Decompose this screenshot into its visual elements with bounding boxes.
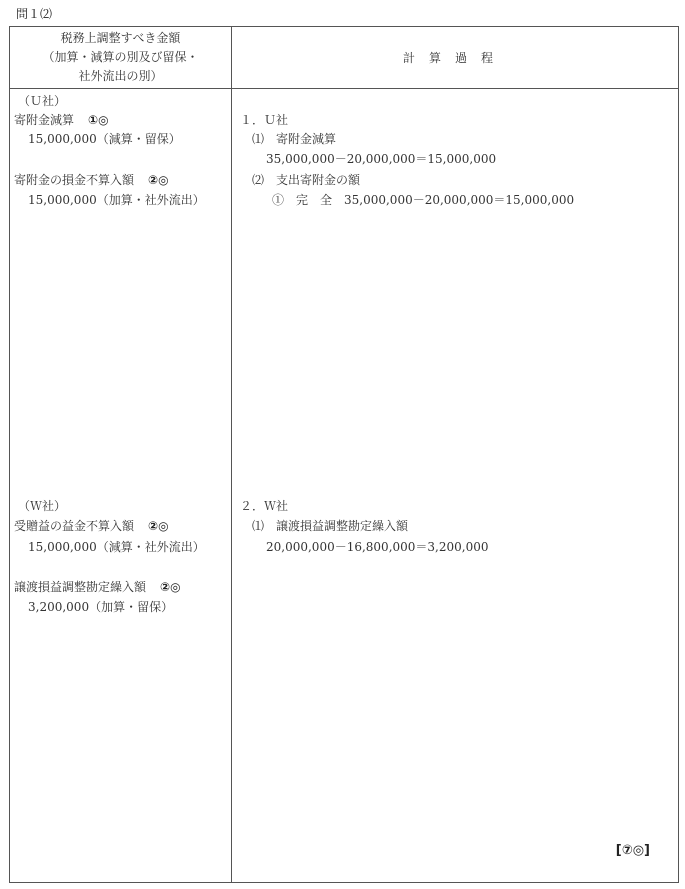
w-calc-line1: 20,000,000－16,800,000＝3,200,000 (266, 540, 489, 554)
u-company-label: （Ｕ社） (18, 94, 67, 108)
header-divider (10, 88, 678, 89)
u-item2-title-row (14, 172, 169, 188)
u-calc-line2: ① 完 全 35,000,000－20,000,000＝15,000,000 (272, 193, 575, 207)
answer-table (9, 26, 679, 883)
w-calc-heading: ２．Ｗ社 (240, 499, 289, 513)
u-item2-value: 15,000,000（加算・社外流出） (28, 193, 205, 207)
w-item2-score: ②◎ (160, 580, 181, 594)
w-item1-title: 受贈益の益金不算入額 (14, 519, 135, 533)
w-item2-title-row (14, 579, 181, 595)
left-header-line-1: 税務上調整すべき金額 (60, 31, 181, 45)
w-item1-score: ②◎ (148, 519, 169, 533)
question-number: 問１⑵ (16, 7, 53, 21)
u-item1-score: ①◎ (88, 113, 109, 127)
u-item1-title-row (14, 112, 109, 128)
w-item2-value: 3,200,000（加算・留保） (28, 600, 174, 614)
right-column-header: 計算過程 (402, 51, 507, 65)
u-calc-line1: 35,000,000－20,000,000＝15,000,000 (266, 152, 497, 166)
w-item1-value: 15,000,000（減算・社外流出） (28, 540, 205, 554)
left-header-line-3: 社外流出の別） (78, 69, 163, 83)
left-header-line-2: （加算・減算の別及び留保・ (42, 50, 199, 64)
u-item1-title: 寄附金減算 (14, 113, 75, 127)
left-column-header (10, 27, 231, 88)
u-item2-title: 寄附金の損金不算入額 (14, 173, 135, 187)
u-item1-value: 15,000,000（減算・留保） (28, 132, 181, 146)
w-item1-title-row (14, 518, 169, 534)
w-calc-sub1: ⑴ 譲渡損益調整勘定繰入額 (252, 519, 409, 533)
u-item2-score: ②◎ (148, 173, 169, 187)
w-item2-title: 譲渡損益調整勘定繰入額 (14, 580, 147, 594)
total-score: [⑦◎] (615, 843, 650, 858)
u-calc-sub2: ⑵ 支出寄附金の額 (252, 173, 361, 187)
w-company-label: （Ｗ社） (18, 499, 67, 513)
column-divider (231, 27, 232, 882)
u-calc-sub1: ⑴ 寄附金減算 (252, 132, 337, 146)
u-calc-heading: １．Ｕ社 (240, 113, 289, 127)
